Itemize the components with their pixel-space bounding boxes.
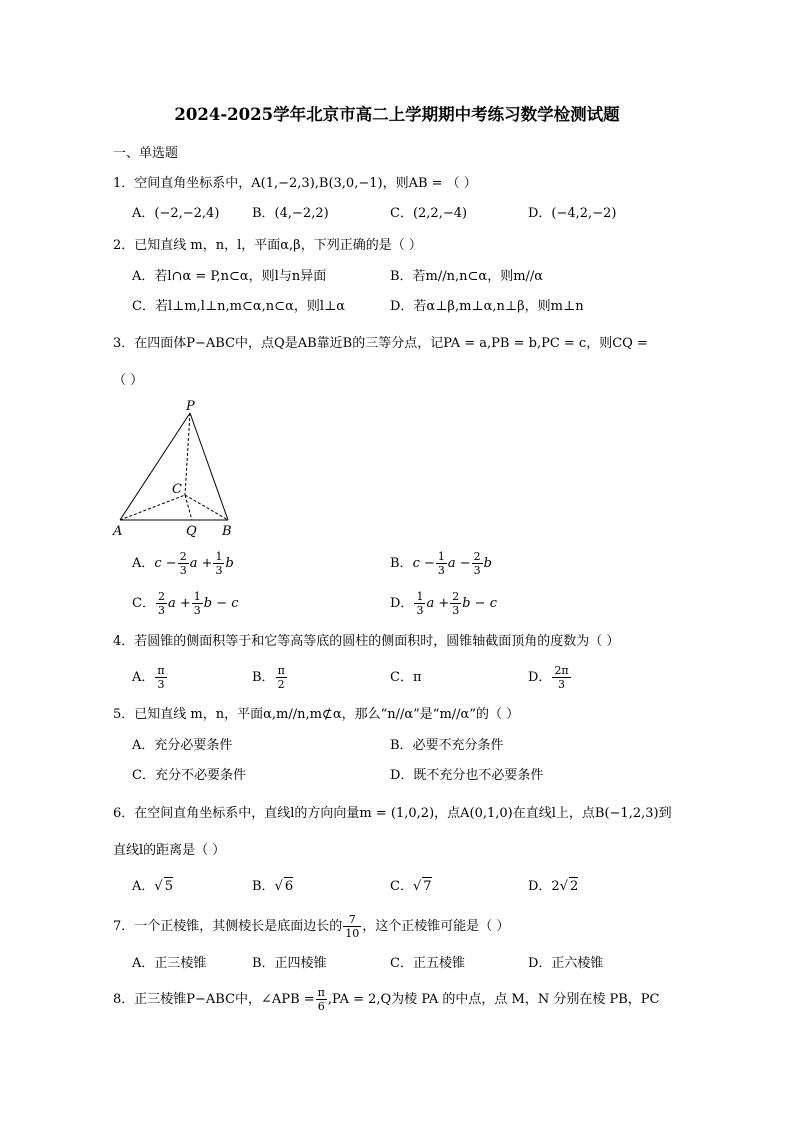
q6-option-b: B．√ 6 bbox=[252, 879, 294, 894]
question-3-paren: （ ） bbox=[113, 373, 144, 388]
q6-option-d: D．2√ 2 bbox=[528, 879, 579, 894]
q5-option-d: D．既不充分也不必要条件 bbox=[390, 768, 544, 783]
page-title: 2024-2025学年北京市高二上学期期中考练习数学检测试题 bbox=[174, 105, 620, 124]
question-1-stem: 1．空间直角坐标系中，A(1,−2,3),B(3,0,−1)，则AB = （ ） bbox=[113, 176, 477, 191]
question-6-stem-cont: 直线l的距离是（ ） bbox=[113, 843, 226, 858]
q2-option-b: B．若m//n,n⊂α，则m//α bbox=[390, 269, 544, 284]
q6-option-c: C．√ 7 bbox=[390, 879, 432, 894]
q1-option-d: D．(−4,2,−2) bbox=[528, 206, 617, 221]
q4-option-c: C．π bbox=[390, 670, 422, 685]
point-q-label: Q bbox=[186, 524, 197, 539]
q7-option-c: C．正五棱锥 bbox=[390, 956, 465, 971]
question-3-stem: 3．在四面体P−ABC中，点Q是AB靠近B的三等分点，记PA = a,PB = b,PC = c，则CQ = bbox=[113, 336, 648, 351]
question-8-stem: 8．正三棱锥P−ABC中，∠APB = $\frac{\pi}{6}$ ,PA = 2,Q为棱 PA 的中点，点 M，N 分别在棱 PB，PC bbox=[113, 986, 660, 1013]
q7-option-d: D．正六棱锥 bbox=[528, 956, 604, 971]
q3-option-a: A．c − $\frac{2}{3}$ a + $\frac{1}{3}$ b bbox=[132, 550, 234, 577]
q2-option-c: C．若l⊥m,l⊥n,m⊂α,n⊂α，则l⊥α bbox=[132, 299, 346, 314]
q1-option-c: C．(2,2,−4) bbox=[390, 206, 468, 221]
vertex-b-label: B bbox=[222, 524, 232, 539]
q5-option-c: C．充分不必要条件 bbox=[132, 768, 246, 783]
question-5-stem: 5．已知直线 m，n，平面α,m//n,m⊄α，那么“n//α”是“m//α”的（ ） bbox=[113, 707, 520, 722]
q6-option-a: A．√ 5 bbox=[132, 879, 173, 894]
section-heading: 一、单选题 bbox=[113, 146, 179, 161]
q4-option-d: D． $\frac{2\pi}{3}$ bbox=[528, 664, 569, 691]
q2-option-d: D．若α⊥β,m⊥α,n⊥β，则m⊥n bbox=[390, 299, 584, 314]
q5-option-b: B．必要不充分条件 bbox=[390, 738, 504, 753]
q7-option-b: B．正四棱锥 bbox=[252, 956, 327, 971]
tetrahedron-figure bbox=[110, 395, 250, 545]
q4-option-a: A． $\frac{\pi}{3}$ bbox=[132, 664, 165, 691]
q1-option-b: B．(4,−2,2) bbox=[252, 206, 329, 221]
vertex-c-label: C bbox=[172, 482, 182, 497]
q3-option-d: D． $\frac{1}{3}$ a + $\frac{2}{3}$ b − c bbox=[390, 590, 497, 617]
q1-option-a: A．(−2,−2,4) bbox=[132, 206, 220, 221]
q3-option-b: B．c − $\frac{1}{3}$ a − $\frac{2}{3}$ b bbox=[390, 550, 492, 577]
q4-option-b: B． $\frac{\pi}{2}$ bbox=[252, 664, 285, 691]
question-2-stem: 2．已知直线 m，n，l，平面α,β，下列正确的是（ ） bbox=[113, 238, 422, 253]
q7-option-a: A．正三棱锥 bbox=[132, 956, 207, 971]
q3-option-c: C． $\frac{2}{3}$ a + $\frac{1}{3}$ b − c bbox=[132, 590, 239, 617]
vertex-p-label: P bbox=[186, 399, 195, 414]
q5-option-a: A．充分必要条件 bbox=[132, 738, 233, 753]
question-4-stem: 4．若圆锥的侧面积等于和它等高等底的圆柱的侧面积时，圆锥轴截面顶角的度数为（ ） bbox=[113, 634, 620, 649]
question-6-stem: 6．在空间直角坐标系中，直线l的方向向量m = (1,0,2)，点A(0,1,0)在直线l上，点B(−1,2,3)到 bbox=[113, 806, 672, 821]
question-7-stem: 7．一个正棱锥，其侧棱长是底面边长的 $\frac{7}{10}$ ，这个正棱锥可能是（ ） bbox=[113, 913, 510, 940]
q2-option-a: A．若l∩α = P,n⊂α，则l与n异面 bbox=[132, 269, 327, 284]
vertex-a-label: A bbox=[113, 524, 123, 539]
